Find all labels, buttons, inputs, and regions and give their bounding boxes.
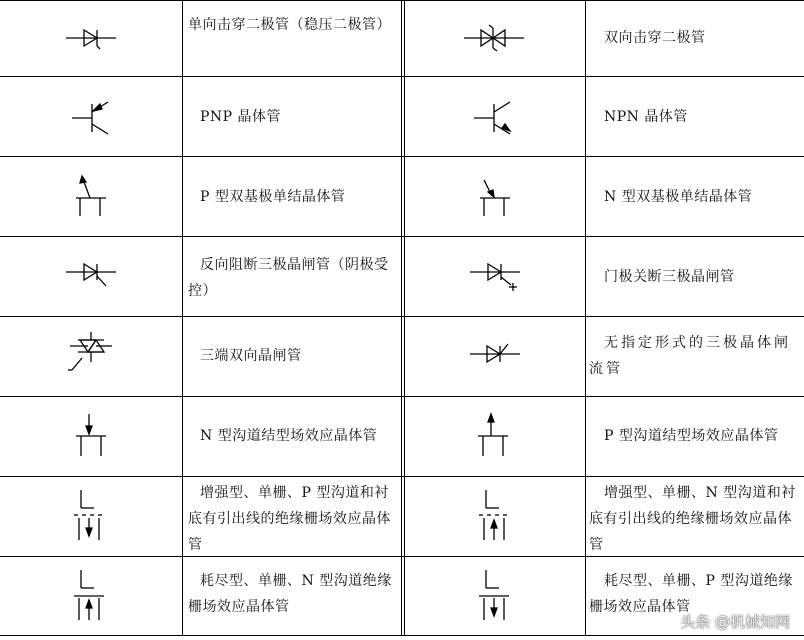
row-4-right-desc: 门极关断三极晶闸管 bbox=[604, 269, 735, 285]
npn-transistor-symbol bbox=[474, 102, 510, 134]
row-1-left-desc: 单向击穿二极管（稳压二极管） bbox=[188, 17, 391, 33]
p-channel-jfet-symbol bbox=[478, 414, 508, 456]
n-type-ujt-symbol bbox=[480, 180, 510, 216]
row-7-left-desc: 增强型、单栅、P 型沟道和衬底有引出线的绝缘栅场效应晶体管 bbox=[188, 485, 391, 553]
row-7-right-desc: 增强型、单栅、N 型沟道和衬底有引出线的绝缘栅场效应晶体管 bbox=[589, 485, 796, 553]
row-3-right-desc: N 型双基极单结晶体管 bbox=[604, 189, 753, 205]
row-5-right-desc: 无指定形式的三极晶体闸流管 bbox=[589, 335, 791, 377]
row-6-left-desc: N 型沟道结型场效应晶体管 bbox=[200, 428, 378, 444]
row-2-right-desc: NPN 晶体管 bbox=[604, 109, 688, 125]
depletion-n-mosfet-symbol bbox=[74, 570, 104, 620]
gate-turn-off-thyristor-symbol bbox=[470, 264, 520, 291]
watermark: 头条 @机械知网 bbox=[680, 613, 790, 631]
enhancement-p-mosfet-symbol bbox=[74, 490, 102, 540]
row-6-right-desc: P 型沟道结型场效应晶体管 bbox=[604, 428, 779, 444]
n-channel-jfet-symbol bbox=[76, 414, 106, 456]
reverse-blocking-triode-thyristor-symbol bbox=[66, 264, 116, 286]
p-type-ujt-symbol bbox=[76, 176, 106, 216]
row-5-left-desc: 三端双向晶闸管 bbox=[200, 348, 302, 364]
unspecified-triode-thyristor-symbol bbox=[470, 344, 520, 362]
row-2-left-desc: PNP 晶体管 bbox=[200, 109, 282, 125]
row-8-left-desc: 耗尽型、单栅、N 型沟道绝缘栅场效应晶体管 bbox=[188, 573, 392, 615]
pnp-transistor-symbol bbox=[72, 102, 108, 134]
row-1-right-desc: 双向击穿二极管 bbox=[604, 30, 706, 46]
depletion-p-mosfet-symbol bbox=[479, 570, 509, 620]
bidirectional-breakdown-diode-symbol bbox=[464, 25, 524, 51]
triac-symbol bbox=[68, 332, 112, 370]
enhancement-n-mosfet-symbol bbox=[479, 490, 507, 540]
row-8-right-desc: 耗尽型、单栅、P 型沟道绝缘栅场效应晶体管 bbox=[589, 573, 793, 615]
row-4-left-desc: 反向阻断三极晶闸管（阴极受控） bbox=[188, 257, 389, 299]
row-3-left-desc: P 型双基极单结晶体管 bbox=[200, 189, 346, 205]
unidirectional-breakdown-diode-symbol bbox=[66, 30, 116, 49]
